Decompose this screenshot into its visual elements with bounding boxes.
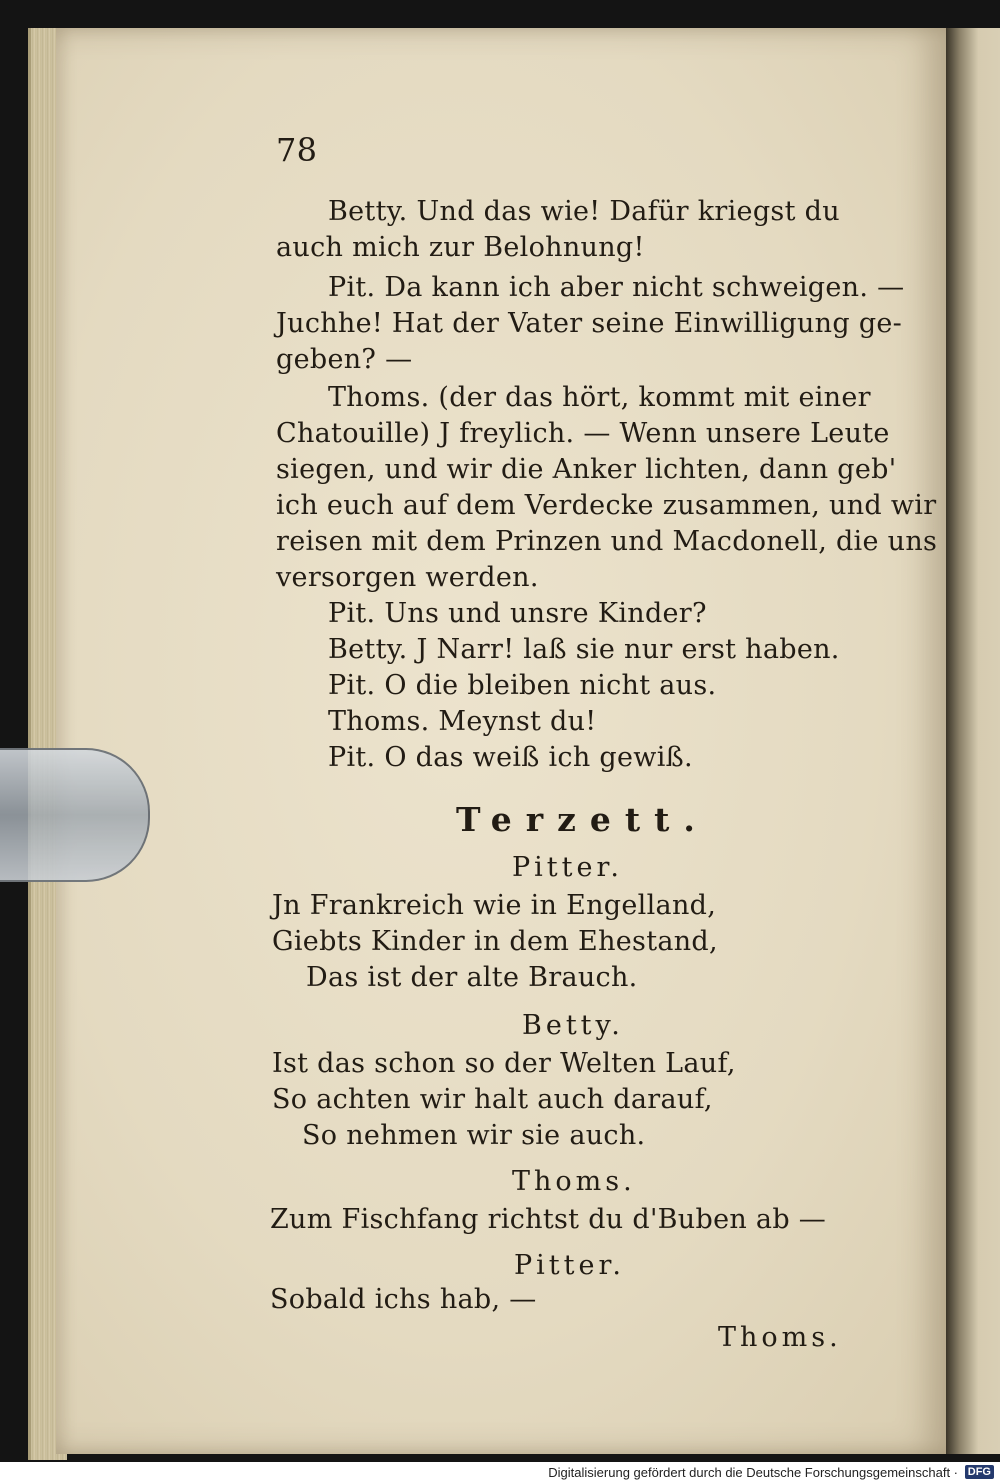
speaker-name: Betty. [522,1010,624,1041]
dfg-logo: DFG [965,1465,994,1479]
text-line: auch mich zur Belohnung! [276,232,645,263]
catchword: Thoms. [718,1322,842,1353]
verse-line: Giebts Kinder in dem Ehestand, [272,926,718,957]
verse-line: So nehmen wir sie auch. [302,1120,646,1151]
verse-line: So achten wir halt auch darauf, [272,1084,713,1115]
verse-line: Das ist der alte Brauch. [306,962,638,993]
speaker-name: Pitter. [512,852,624,883]
verse-line: Sobald ichs hab, — [270,1284,537,1315]
verse-line: Ist das schon so der Welten Lauf, [272,1048,736,1079]
text-line: Thoms. Meynst du! [328,706,597,737]
text-line: ich euch auf dem Verdecke zusammen, und wir [276,490,937,521]
text-line: geben? — [276,344,413,375]
speaker-name: Thoms. [512,1166,636,1197]
page-clip [0,748,150,882]
footer-bar [0,1462,1000,1484]
verse-line: Jn Frankreich wie in Engelland, [272,890,717,921]
text-line: reisen mit dem Prinzen und Macdonell, die uns [276,526,938,557]
funding-notice: Digitalisierung gefördert durch die Deutsche Forschungsgemeinschaft · [548,1465,958,1480]
text-line: Pit. Uns und unsre Kinder? [328,598,707,629]
text-line: Juchhe! Hat der Vater seine Einwilligung ge- [276,308,903,339]
text-line: Betty. Und das wie! Dafür kriegst du [328,196,840,227]
text-line: siegen, und wir die Anker lichten, dann geb' [276,454,897,485]
verse-line: Zum Fischfang richtst du d'Buben ab — [270,1204,827,1235]
text-line: Thoms. (der das hört, kommt mit einer [328,382,871,413]
speaker-name: Pitter. [514,1250,626,1281]
facing-page-edge [946,28,1000,1454]
text-line: versorgen werden. [276,562,539,593]
page-number: 78 [276,131,318,169]
text-line: Pit. O das weiß ich gewiß. [328,742,693,773]
text-line: Chatouille) J freylich. — Wenn unsere Leute [276,418,890,449]
text-line: Pit. O die bleiben nicht aus. [328,670,717,701]
text-line: Betty. J Narr! laß sie nur erst haben. [328,634,840,665]
text-line: Pit. Da kann ich aber nicht schweigen. — [328,272,905,303]
section-heading: Terzett. [456,800,709,839]
